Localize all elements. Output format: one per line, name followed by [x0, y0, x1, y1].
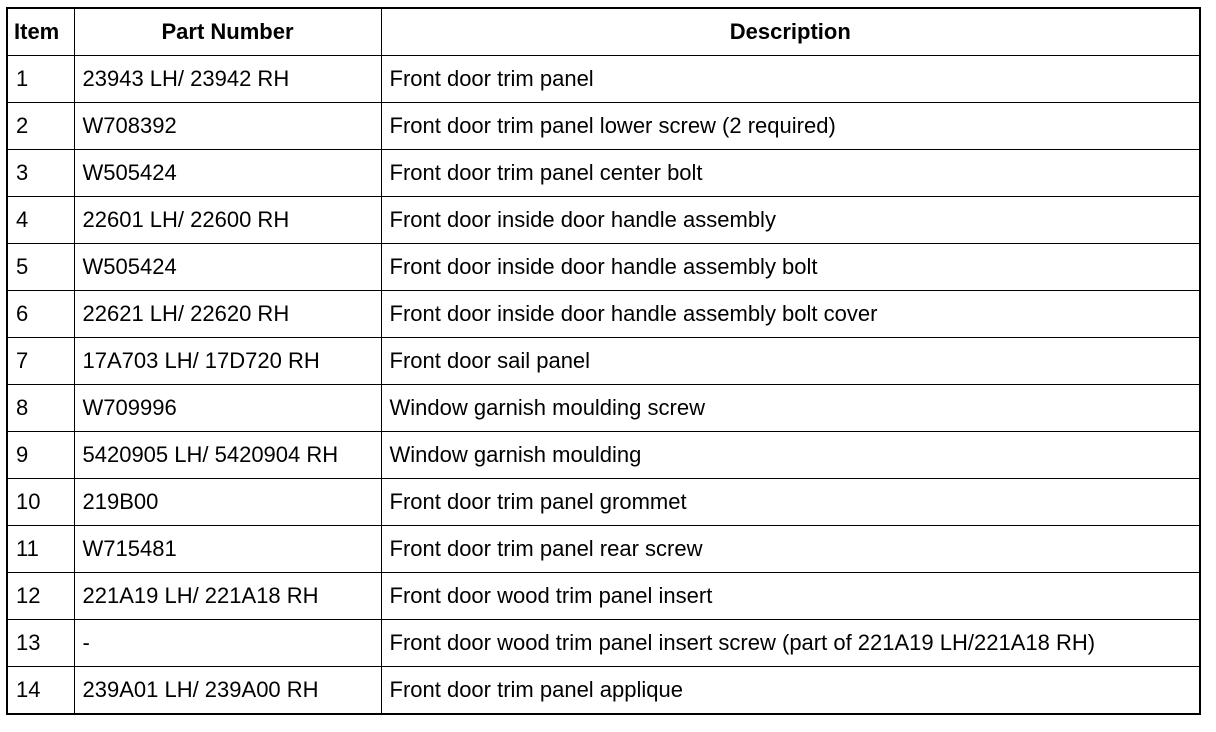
item-cell: 14 [7, 667, 74, 715]
table-row [7, 150, 1200, 197]
description-cell: Front door trim panel [381, 56, 1200, 103]
item-cell: 2 [7, 103, 74, 150]
description-cell: Front door inside door handle assembly [381, 197, 1200, 244]
table-row [7, 620, 1200, 667]
item-cell: 1 [7, 56, 74, 103]
item-cell: 7 [7, 338, 74, 385]
item-cell: 5 [7, 244, 74, 291]
item-cell: 11 [7, 526, 74, 573]
table-row [7, 573, 1200, 620]
item-cell: 6 [7, 291, 74, 338]
table-row [7, 197, 1200, 244]
table-row [7, 667, 1200, 715]
description-cell: Front door trim panel center bolt [381, 150, 1200, 197]
part-number-cell: - [74, 620, 381, 667]
part-number-cell: 23943 LH/ 23942 RH [74, 56, 381, 103]
part-number-cell: W505424 [74, 244, 381, 291]
description-cell: Front door sail panel [381, 338, 1200, 385]
table-row [7, 526, 1200, 573]
part-number-cell: 219B00 [74, 479, 381, 526]
item-cell: 3 [7, 150, 74, 197]
item-cell: 9 [7, 432, 74, 479]
table-row [7, 103, 1200, 150]
item-cell: 8 [7, 385, 74, 432]
part-number-cell: W505424 [74, 150, 381, 197]
description-cell: Window garnish moulding [381, 432, 1200, 479]
description-cell: Front door trim panel lower screw (2 required) [381, 103, 1200, 150]
description-cell: Window garnish moulding screw [381, 385, 1200, 432]
header-item: Item [7, 8, 74, 56]
part-number-cell: W708392 [74, 103, 381, 150]
table-row [7, 244, 1200, 291]
part-number-cell: 239A01 LH/ 239A00 RH [74, 667, 381, 715]
part-number-cell: 22621 LH/ 22620 RH [74, 291, 381, 338]
table-row [7, 56, 1200, 103]
description-cell: Front door trim panel grommet [381, 479, 1200, 526]
table-row [7, 291, 1200, 338]
description-cell: Front door wood trim panel insert [381, 573, 1200, 620]
description-cell: Front door trim panel rear screw [381, 526, 1200, 573]
description-cell: Front door trim panel applique [381, 667, 1200, 715]
table-row [7, 479, 1200, 526]
part-number-cell: W715481 [74, 526, 381, 573]
header-part-number: Part Number [74, 8, 381, 56]
part-number-cell: 22601 LH/ 22600 RH [74, 197, 381, 244]
part-number-cell: W709996 [74, 385, 381, 432]
item-cell: 10 [7, 479, 74, 526]
description-cell: Front door inside door handle assembly bolt [381, 244, 1200, 291]
item-cell: 4 [7, 197, 74, 244]
header-description: Description [381, 8, 1200, 56]
part-number-cell: 5420905 LH/ 5420904 RH [74, 432, 381, 479]
parts-table [6, 7, 1201, 715]
description-cell: Front door inside door handle assembly bolt cover [381, 291, 1200, 338]
part-number-cell: 221A19 LH/ 221A18 RH [74, 573, 381, 620]
item-cell: 13 [7, 620, 74, 667]
table-row [7, 385, 1200, 432]
table-row [7, 432, 1200, 479]
part-number-cell: 17A703 LH/ 17D720 RH [74, 338, 381, 385]
table-row [7, 338, 1200, 385]
description-cell: Front door wood trim panel insert screw (part of 221A19 LH/221A18 RH) [381, 620, 1200, 667]
header-row [7, 8, 1200, 56]
item-cell: 12 [7, 573, 74, 620]
